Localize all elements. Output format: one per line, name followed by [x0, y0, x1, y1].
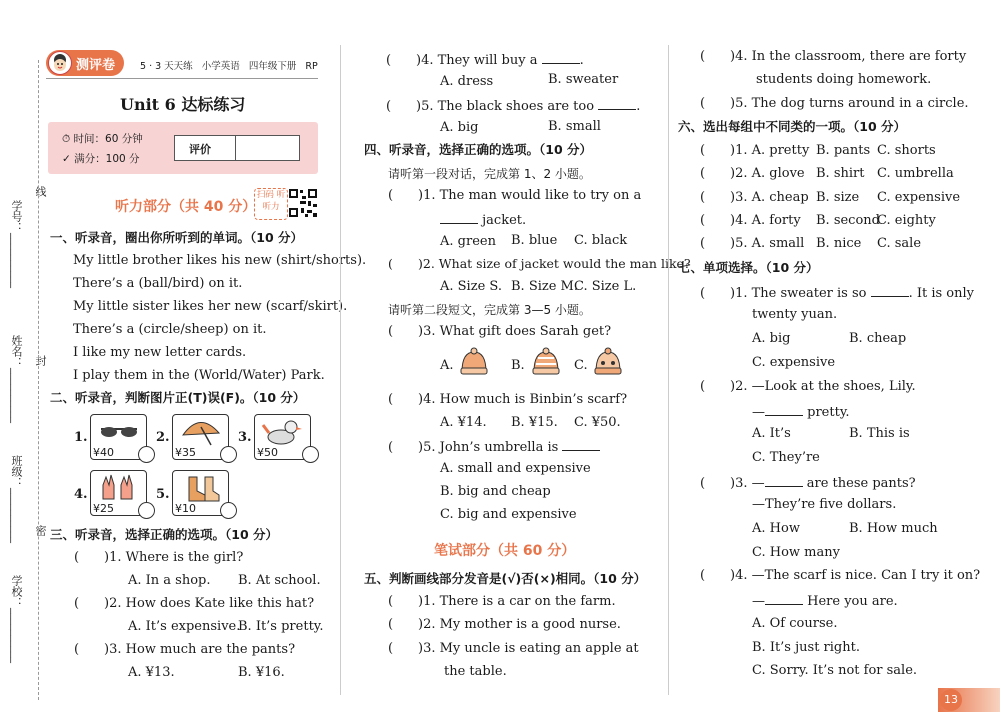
option[interactable]: C. ¥50.: [574, 415, 621, 430]
option[interactable]: A. Of course.: [752, 616, 838, 631]
option[interactable]: A. It’s: [752, 426, 791, 441]
hat-icon: [458, 346, 490, 382]
s6-row: ( )3. A. cheap: [700, 190, 809, 205]
option[interactable]: B. big and cheap: [440, 484, 551, 499]
s7-q2-cont: — pretty.: [752, 405, 850, 420]
answer-circle[interactable]: [138, 446, 155, 463]
hat-icon: [530, 346, 562, 382]
option[interactable]: A.: [440, 358, 454, 373]
s4-q5: ( )5. John’s umbrella is: [388, 438, 600, 455]
option[interactable]: B. shirt: [816, 166, 865, 181]
listening-section-header: 听力部分（共 40 分）: [115, 199, 257, 215]
s3-q2: ( )2. How does Kate like this hat?: [74, 596, 315, 611]
s4-q2: ( )2. What size of jacket would the man like?: [388, 256, 691, 271]
s7-q4-cont: — Here you are.: [752, 594, 898, 609]
option[interactable]: C. black: [574, 233, 628, 248]
picture-5: ¥10: [172, 470, 229, 516]
s1-line: There’s a (circle/sheep) on it.: [73, 322, 267, 337]
qr-note: 扫码 听听力: [254, 188, 288, 220]
s7-q2: ( )2. —Look at the shoes, Lily.: [700, 379, 916, 394]
written-section-header: 笔试部分（共 60 分）: [434, 543, 576, 559]
s5-q3: ( )3. My uncle is eating an apple at: [388, 641, 639, 656]
instruction: 请听第二段短文，完成第 3—5 小题。: [388, 303, 591, 317]
name-label: 姓名：__________: [10, 335, 23, 423]
option[interactable]: A. dress: [440, 74, 494, 89]
option[interactable]: C. eighty: [877, 213, 936, 228]
s5-q4-cont: students doing homework.: [756, 72, 932, 87]
option[interactable]: B. small: [548, 119, 601, 134]
option[interactable]: C. big and expensive: [440, 507, 577, 522]
s1-line: My little brother likes his new (shirt/shorts).: [73, 253, 367, 268]
eval-box: 评价: [174, 135, 300, 161]
s5-q5: ( )5. The dog turns around in a circle.: [700, 96, 969, 111]
item-number: 4.: [74, 487, 88, 502]
option[interactable]: A. ¥14.: [440, 415, 487, 430]
s1-line: My little sister likes her new (scarf/skirt).: [73, 299, 348, 314]
option[interactable]: A. small and expensive: [440, 461, 591, 476]
column-divider: [340, 45, 341, 695]
s7-q1: ( )1. The sweater is so . It is only: [700, 286, 975, 301]
option[interactable]: B. It’s just right.: [752, 640, 860, 655]
option[interactable]: A. How: [752, 521, 800, 536]
option[interactable]: B. At school.: [238, 573, 321, 588]
option[interactable]: A. In a shop.: [128, 573, 211, 588]
toy-duck-icon: [255, 415, 310, 447]
s7-q3-cont: —They’re five dollars.: [752, 497, 897, 512]
option[interactable]: A. Size S.: [440, 279, 502, 294]
s4-q1: ( )1. The man would like to try on a: [388, 188, 642, 203]
s1-line: I play them in the (World/Water) Park.: [73, 368, 325, 383]
option[interactable]: B. It’s pretty.: [238, 619, 324, 634]
item-number: 1.: [74, 430, 88, 445]
answer-circle[interactable]: [220, 446, 237, 463]
option[interactable]: C. Sorry. It’s not for sale.: [752, 663, 918, 678]
s3-q5: ( )5. The black shoes are too .: [386, 99, 641, 114]
s3-q4: ( )4. They will buy a .: [386, 53, 584, 68]
s3-q3: ( )3. How much are the pants?: [74, 642, 296, 657]
picture-4: ¥25: [90, 470, 147, 516]
socks-icon: [173, 471, 228, 503]
option[interactable]: B. pants: [816, 143, 871, 158]
mascot-icon: [48, 51, 72, 75]
section-6-heading: 六、选出每组中不同类的一项。（10 分）: [678, 119, 906, 134]
item-number: 3.: [238, 430, 252, 445]
page-title: Unit 6 达标练习: [120, 95, 246, 114]
s3-q1: ( )1. Where is the girl?: [74, 550, 244, 565]
section-7-heading: 七、单项选择。（10 分）: [678, 260, 819, 275]
s1-line: There’s a (ball/bird) on it.: [73, 276, 243, 291]
s4-q1-cont: jacket.: [440, 211, 526, 228]
option[interactable]: C. How many: [752, 545, 840, 560]
option[interactable]: C.: [574, 358, 588, 373]
option[interactable]: B. sweater: [548, 72, 619, 87]
section-3-heading: 三、听录音，选择正确的选项。（10 分）: [50, 527, 278, 542]
picture-3: ¥50: [254, 414, 311, 460]
class-label: 班级：__________: [10, 455, 23, 543]
option[interactable]: A. big: [440, 120, 479, 135]
option[interactable]: C. Size L.: [574, 279, 637, 294]
s6-row: ( )4. A. forty: [700, 213, 801, 228]
badge: 测评卷: [46, 50, 124, 76]
option[interactable]: B. How much: [849, 521, 938, 536]
option[interactable]: A. green: [440, 234, 496, 249]
s7-q1-cont: twenty yuan.: [752, 307, 838, 322]
score-info: ✓ 满分：100 分: [62, 153, 140, 165]
id-label: 学号：__________: [10, 200, 23, 288]
instruction: 请听第一段对话，完成第 1、2 小题。: [388, 167, 591, 181]
qr-code-icon[interactable]: [288, 188, 318, 218]
time-info: ⏱ 时间：60 分钟: [62, 133, 143, 145]
section-5-heading: 五、判断画线部分发音是(√)否(×)相同。（10 分）: [364, 571, 647, 586]
option[interactable]: B. cheap: [849, 331, 907, 346]
section-2-heading: 二、听录音，判断图片正(T)误(F)。（10 分）: [50, 390, 306, 405]
hat-icon: [592, 346, 624, 382]
section-1-heading: 一、听录音，圈出你所听到的单词。（10 分）: [50, 230, 303, 245]
s7-q4: ( )4. —The scarf is nice. Can I try it on?: [700, 568, 981, 583]
option[interactable]: B. This is: [849, 426, 910, 441]
option[interactable]: C. expensive: [877, 190, 961, 205]
s6-row: ( )2. A. glove: [700, 166, 805, 181]
s7-q3: ( )3. — are these pants?: [700, 476, 916, 491]
option[interactable]: B. blue: [511, 233, 558, 248]
page-number-tab: [938, 688, 1000, 712]
option[interactable]: C. expensive: [752, 355, 836, 370]
option[interactable]: A. It’s expensive.: [128, 619, 241, 634]
option[interactable]: B. Size M.: [511, 279, 578, 294]
gloves-icon: [91, 471, 146, 503]
s6-row: ( )5. A. small: [700, 236, 805, 251]
option[interactable]: B. second: [816, 213, 880, 228]
page-number: 13: [940, 689, 962, 711]
s1-line: I like my new letter cards.: [73, 345, 247, 360]
seal-mark: 封: [34, 355, 47, 366]
s5-q4: ( )4. In the classroom, there are forty: [700, 49, 967, 64]
s4-q3: ( )3. What gift does Sarah get?: [388, 324, 612, 339]
section-4-heading: 四、听录音，选择正确的选项。（10 分）: [364, 142, 592, 157]
answer-circle[interactable]: [138, 502, 155, 519]
item-number: 2.: [156, 430, 170, 445]
picture-2: ¥35: [172, 414, 229, 460]
option[interactable]: A. big: [752, 331, 791, 346]
binding-line: [38, 60, 39, 700]
s5-q3-cont: the table.: [444, 664, 507, 679]
answer-circle[interactable]: [302, 446, 319, 463]
s6-row: ( )1. A. pretty: [700, 143, 810, 158]
answer-circle[interactable]: [220, 502, 237, 519]
option[interactable]: C. shorts: [877, 143, 936, 158]
s4-q4: ( )4. How much is Binbin’s scarf?: [388, 392, 628, 407]
option[interactable]: B. ¥16.: [238, 665, 285, 680]
sunglasses-icon: [91, 415, 146, 445]
picture-1: ¥40: [90, 414, 147, 460]
option[interactable]: B. nice: [816, 236, 862, 251]
item-number: 5.: [156, 487, 170, 502]
secret-mark: 密: [34, 525, 47, 536]
option[interactable]: B.: [511, 358, 525, 373]
option[interactable]: B. ¥15.: [511, 415, 558, 430]
option[interactable]: A. ¥13.: [128, 665, 175, 680]
option[interactable]: C. They’re: [752, 450, 820, 465]
school-label: 学校：__________: [10, 575, 23, 663]
option[interactable]: C. sale: [877, 236, 922, 251]
line-mark: 线: [34, 186, 47, 197]
header-rule: [46, 78, 318, 79]
book-info: 5 · 3 天天练 小学英语 四年级下册 RP: [140, 61, 318, 72]
option[interactable]: C. umbrella: [877, 166, 954, 181]
umbrella-icon: [173, 415, 228, 447]
info-box: [48, 122, 318, 174]
s5-q2: ( )2. My mother is a good nurse.: [388, 617, 621, 632]
column-divider: [668, 45, 669, 695]
s5-q1: ( )1. There is a car on the farm.: [388, 594, 616, 609]
option[interactable]: B. size: [816, 190, 860, 205]
